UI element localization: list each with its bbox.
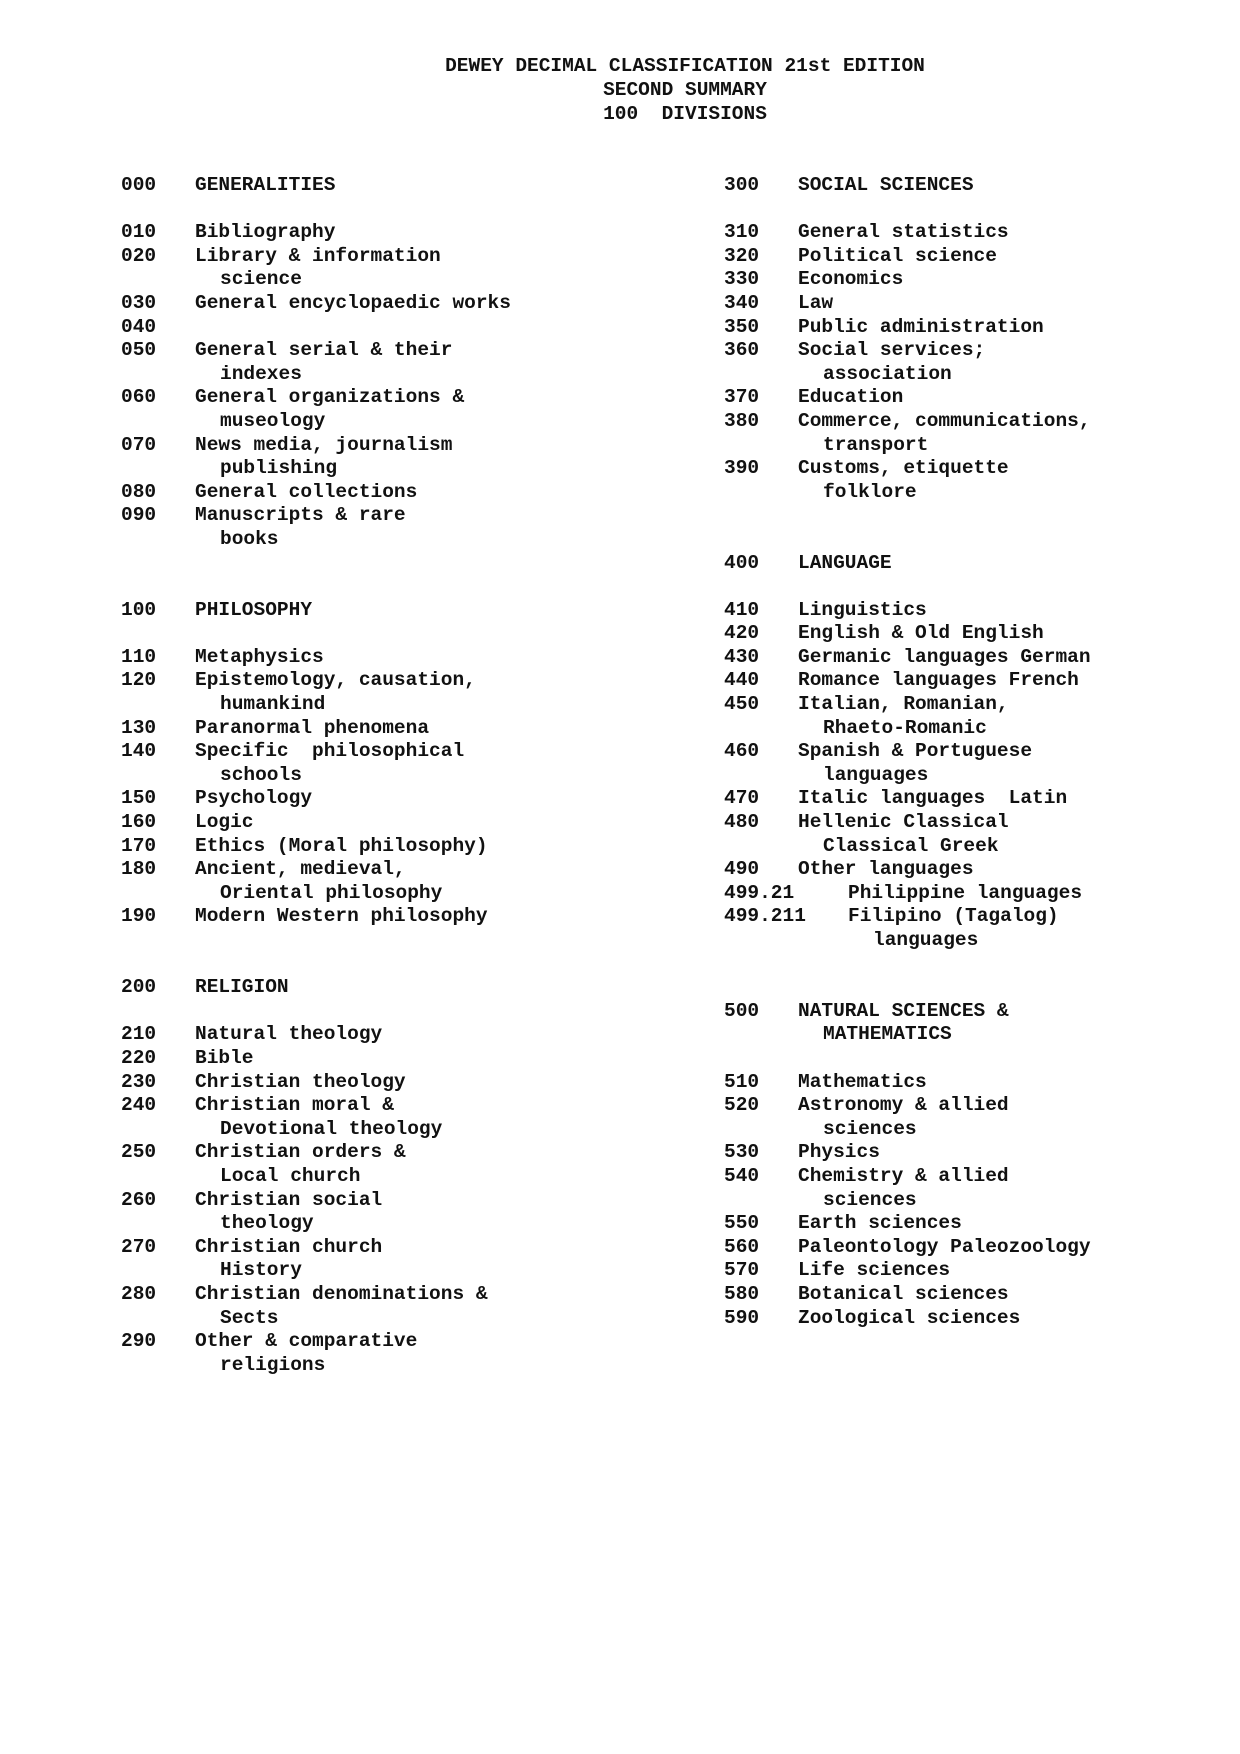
class-number: 100 <box>121 598 157 621</box>
class-number: 520 <box>724 1094 760 1117</box>
classification-entry <box>121 1212 681 1236</box>
class-number: 320 <box>724 244 760 267</box>
classification-entry <box>121 339 681 363</box>
classification-entry <box>724 811 1224 835</box>
class-heading: Natural theology <box>195 1023 383 1046</box>
class-number: 170 <box>121 834 157 857</box>
class-number: 120 <box>121 669 157 692</box>
classification-entry <box>724 1189 1224 1213</box>
class-heading: theology <box>220 1212 314 1235</box>
class-heading: Christian orders & <box>195 1141 406 1164</box>
class-heading: General organizations & <box>195 386 465 409</box>
class-heading: English & Old English <box>798 622 1044 645</box>
class-number: 280 <box>121 1282 157 1305</box>
class-heading: Filipino (Tagalog) <box>848 905 1059 928</box>
class-heading: Philippine languages <box>848 881 1083 904</box>
classification-entry <box>724 528 1224 552</box>
classification-entry <box>724 504 1224 528</box>
class-number: 340 <box>724 291 760 314</box>
class-number: 090 <box>121 504 157 527</box>
classification-entry <box>724 929 1224 953</box>
classification-entry <box>121 174 681 198</box>
class-heading: Oriental philosophy <box>220 881 443 904</box>
class-heading: Political science <box>798 244 997 267</box>
class-heading: SOCIAL SCIENCES <box>798 174 974 196</box>
classification-entry <box>121 434 681 458</box>
class-heading: Ethics (Moral philosophy) <box>195 834 488 857</box>
classification-entry <box>121 905 681 929</box>
class-number: 490 <box>724 858 760 881</box>
classification-entry <box>121 221 681 245</box>
class-heading: Linguistics <box>798 598 927 621</box>
class-number: 530 <box>724 1141 760 1164</box>
class-heading: languages <box>823 763 929 786</box>
class-number: 080 <box>121 480 157 503</box>
classification-entry <box>724 481 1224 505</box>
classification-entry <box>121 1047 681 1071</box>
classification-entry <box>121 929 681 953</box>
class-heading: General statistics <box>798 221 1009 244</box>
classification-entry <box>121 1000 681 1024</box>
class-heading: Classical Greek <box>823 834 999 857</box>
class-number: 140 <box>121 740 157 763</box>
classification-entry <box>121 1094 681 1118</box>
class-heading: Commerce, communications, <box>798 409 1091 432</box>
class-heading: transport <box>823 433 929 456</box>
class-heading: Law <box>798 291 834 314</box>
classification-entry <box>121 669 681 693</box>
classification-entry <box>724 953 1224 977</box>
class-number: 300 <box>724 174 760 196</box>
class-heading: General serial & their <box>195 339 453 362</box>
classification-entry <box>121 717 681 741</box>
class-number: 060 <box>121 386 157 409</box>
class-heading: Italian, Romanian, <box>798 693 1009 716</box>
class-number: 030 <box>121 291 157 314</box>
document-divisions-label: 100 DIVISIONS <box>603 103 767 125</box>
classification-entry <box>724 1047 1224 1071</box>
classification-entry <box>724 434 1224 458</box>
classification-entry <box>121 835 681 859</box>
classification-entry <box>121 1307 681 1331</box>
classification-entry <box>724 1023 1224 1047</box>
class-heading: Social services; <box>798 339 986 362</box>
class-number: 550 <box>724 1212 760 1235</box>
classification-entry <box>724 1307 1224 1331</box>
class-heading: Physics <box>798 1141 880 1164</box>
class-number: 180 <box>121 858 157 881</box>
classification-entry <box>121 1283 681 1307</box>
classification-entry <box>121 787 681 811</box>
class-number: 400 <box>724 551 760 574</box>
class-number: 230 <box>121 1070 157 1093</box>
class-number: 210 <box>121 1023 157 1046</box>
class-number: 370 <box>724 386 760 409</box>
classification-entry <box>724 693 1224 717</box>
classification-entry <box>121 953 681 977</box>
class-heading: Customs, etiquette <box>798 457 1009 480</box>
classification-entry <box>724 245 1224 269</box>
class-heading: Epistemology, causation, <box>195 669 476 692</box>
class-heading: PHILOSOPHY <box>195 598 313 621</box>
classification-entry <box>121 622 681 646</box>
classification-entry <box>724 292 1224 316</box>
class-heading: History <box>220 1259 302 1282</box>
classification-entry <box>724 1118 1224 1142</box>
classification-entry <box>724 268 1224 292</box>
left-column <box>121 174 681 1377</box>
class-heading: folklore <box>823 480 917 503</box>
document-subtitle: SECOND SUMMARY <box>603 79 767 101</box>
classification-entry <box>724 717 1224 741</box>
class-heading: books <box>220 527 279 550</box>
class-heading: publishing <box>220 457 338 480</box>
classification-entry <box>121 528 681 552</box>
classification-entry <box>121 740 681 764</box>
class-heading: Botanical sciences <box>798 1282 1009 1305</box>
classification-entry <box>724 1071 1224 1095</box>
classification-entry <box>121 292 681 316</box>
class-number: 570 <box>724 1259 760 1282</box>
classification-entry <box>121 1259 681 1283</box>
class-heading: Paleontology Paleozoology <box>798 1235 1091 1258</box>
class-heading: Earth sciences <box>798 1212 962 1235</box>
document-header <box>0 54 1240 126</box>
class-number: 040 <box>121 315 157 338</box>
class-number: 010 <box>121 221 157 244</box>
class-heading: Devotional theology <box>220 1117 443 1140</box>
classification-entry <box>121 599 681 623</box>
class-number: 590 <box>724 1306 760 1329</box>
class-heading: Rhaeto-Romanic <box>823 716 987 739</box>
class-number: 160 <box>121 811 157 834</box>
class-number: 499.211 <box>724 905 806 928</box>
class-heading: Local church <box>220 1164 361 1187</box>
class-number: 460 <box>724 740 760 763</box>
classification-entry <box>724 787 1224 811</box>
class-heading: NATURAL SCIENCES & <box>798 999 1009 1022</box>
class-number: 200 <box>121 976 157 999</box>
classification-entry <box>121 646 681 670</box>
class-heading: languages <box>873 929 979 951</box>
classification-entry <box>724 835 1224 859</box>
class-number: 480 <box>724 811 760 834</box>
class-heading: science <box>220 268 302 291</box>
classification-entry <box>724 1000 1224 1024</box>
classification-entry <box>724 905 1224 929</box>
classification-entry <box>121 386 681 410</box>
classification-entry <box>724 221 1224 245</box>
class-heading: News media, journalism <box>195 433 453 456</box>
class-heading: Christian social <box>195 1188 383 1211</box>
classification-entry <box>121 976 681 1000</box>
class-heading: Mathematics <box>798 1070 927 1093</box>
class-number: 310 <box>724 221 760 244</box>
class-number: 499.21 <box>724 881 795 904</box>
class-heading: Italic languages Latin <box>798 787 1068 810</box>
class-number: 270 <box>121 1235 157 1258</box>
class-heading: LANGUAGE <box>798 551 892 574</box>
classification-entry <box>121 481 681 505</box>
classification-entry <box>121 882 681 906</box>
right-column <box>724 174 1224 1330</box>
class-heading: religions <box>220 1353 326 1376</box>
class-heading: Metaphysics <box>195 645 324 668</box>
classification-entry <box>724 1212 1224 1236</box>
class-number: 250 <box>121 1141 157 1164</box>
classification-entry <box>724 740 1224 764</box>
classification-entry <box>121 268 681 292</box>
class-heading: Specific philosophical <box>195 740 465 763</box>
class-heading: sciences <box>823 1117 917 1140</box>
class-heading: Christian moral & <box>195 1094 394 1117</box>
class-number: 560 <box>724 1235 760 1258</box>
class-heading: Other languages <box>798 858 974 881</box>
classification-entry <box>724 1165 1224 1189</box>
class-heading: Romance languages French <box>798 669 1079 692</box>
class-number: 500 <box>724 999 760 1022</box>
classification-entry <box>724 198 1224 222</box>
classification-entry <box>121 1118 681 1142</box>
class-heading: Economics <box>798 268 904 291</box>
classification-entry <box>121 552 681 576</box>
classification-entry <box>121 457 681 481</box>
class-heading: Other & comparative <box>195 1330 418 1353</box>
classification-entry <box>724 1094 1224 1118</box>
classification-entry <box>121 858 681 882</box>
class-heading: Bible <box>195 1046 254 1069</box>
classification-entry <box>724 1236 1224 1260</box>
classification-entry <box>121 1023 681 1047</box>
class-heading: RELIGION <box>195 976 289 999</box>
class-heading: MATHEMATICS <box>823 1023 952 1046</box>
class-heading: Paranormal phenomena <box>195 716 430 739</box>
classification-entry <box>121 410 681 434</box>
class-number: 070 <box>121 433 157 456</box>
classification-entry <box>724 622 1224 646</box>
class-number: 540 <box>724 1164 760 1187</box>
class-number: 470 <box>724 787 760 810</box>
classification-entry <box>121 245 681 269</box>
class-number: 390 <box>724 457 760 480</box>
classification-entry <box>724 976 1224 1000</box>
class-heading: humankind <box>220 693 326 716</box>
class-heading: indexes <box>220 362 302 385</box>
classification-entry <box>121 198 681 222</box>
class-number: 260 <box>121 1188 157 1211</box>
class-heading: General encyclopaedic works <box>195 291 511 314</box>
class-number: 430 <box>724 645 760 668</box>
classification-entry <box>724 410 1224 434</box>
class-number: 190 <box>121 905 157 928</box>
classification-entry <box>724 882 1224 906</box>
class-heading: Life sciences <box>798 1259 951 1282</box>
class-heading: Logic <box>195 811 254 834</box>
class-heading: Public administration <box>798 315 1044 338</box>
class-number: 510 <box>724 1070 760 1093</box>
class-number: 220 <box>121 1046 157 1069</box>
classification-entry <box>724 1259 1224 1283</box>
class-heading: Germanic languages German <box>798 645 1091 668</box>
classification-entry <box>724 552 1224 576</box>
class-heading: Chemistry & allied <box>798 1164 1009 1187</box>
class-number: 440 <box>724 669 760 692</box>
class-heading: Bibliography <box>195 221 336 244</box>
classification-entry <box>121 1354 681 1378</box>
class-heading: Psychology <box>195 787 313 810</box>
class-heading: Christian theology <box>195 1070 406 1093</box>
class-heading: Library & information <box>195 244 441 267</box>
classification-entry <box>724 457 1224 481</box>
classification-entry <box>724 1283 1224 1307</box>
classification-entry <box>724 669 1224 693</box>
document-title: DEWEY DECIMAL CLASSIFICATION 21st EDITION <box>445 55 925 77</box>
classification-entry <box>724 764 1224 788</box>
class-heading: Zoological sciences <box>798 1306 1021 1329</box>
classification-entry <box>121 693 681 717</box>
class-heading: Christian church <box>195 1235 383 1258</box>
class-number: 290 <box>121 1330 157 1353</box>
classification-entry <box>724 386 1224 410</box>
class-number: 330 <box>724 268 760 291</box>
classification-entry <box>121 1189 681 1213</box>
classification-entry <box>724 316 1224 340</box>
classification-entry <box>121 1071 681 1095</box>
classification-entry <box>724 174 1224 198</box>
class-heading: Ancient, medieval, <box>195 858 406 881</box>
classification-entry <box>121 811 681 835</box>
class-heading: association <box>823 362 952 385</box>
class-heading: Manuscripts & rare <box>195 504 406 527</box>
class-number: 000 <box>121 174 157 196</box>
class-number: 110 <box>121 645 157 668</box>
class-heading: Hellenic Classical <box>798 811 1009 834</box>
classification-entry <box>724 646 1224 670</box>
class-number: 150 <box>121 787 157 810</box>
classification-entry <box>724 575 1224 599</box>
classification-entry <box>121 764 681 788</box>
class-heading: museology <box>220 409 326 432</box>
class-heading: Christian denominations & <box>195 1282 488 1305</box>
class-number: 580 <box>724 1282 760 1305</box>
class-heading: General collections <box>195 480 418 503</box>
classification-entry <box>724 363 1224 387</box>
classification-entry <box>724 339 1224 363</box>
classification-entry <box>121 1165 681 1189</box>
class-heading: Education <box>798 386 904 409</box>
class-heading: Modern Western philosophy <box>195 905 488 928</box>
class-number: 380 <box>724 409 760 432</box>
classification-entry <box>724 599 1224 623</box>
class-number: 450 <box>724 693 760 716</box>
class-heading: schools <box>220 763 302 786</box>
class-number: 130 <box>121 716 157 739</box>
class-number: 020 <box>121 244 157 267</box>
class-number: 420 <box>724 622 760 645</box>
classification-entry <box>121 504 681 528</box>
class-heading: GENERALITIES <box>195 174 336 196</box>
classification-entry <box>121 1236 681 1260</box>
class-number: 350 <box>724 315 760 338</box>
class-heading: Astronomy & allied <box>798 1094 1009 1117</box>
classification-entry <box>724 1141 1224 1165</box>
classification-entry <box>121 1141 681 1165</box>
classification-entry <box>121 575 681 599</box>
classification-entry <box>121 316 681 340</box>
classification-entry <box>121 363 681 387</box>
class-number: 050 <box>121 339 157 362</box>
class-heading: Sects <box>220 1306 279 1329</box>
classification-entry <box>724 858 1224 882</box>
class-heading: sciences <box>823 1188 917 1211</box>
class-number: 240 <box>121 1094 157 1117</box>
class-heading: Spanish & Portuguese <box>798 740 1033 763</box>
class-number: 410 <box>724 598 760 621</box>
class-number: 360 <box>724 339 760 362</box>
classification-entry <box>121 1330 681 1354</box>
